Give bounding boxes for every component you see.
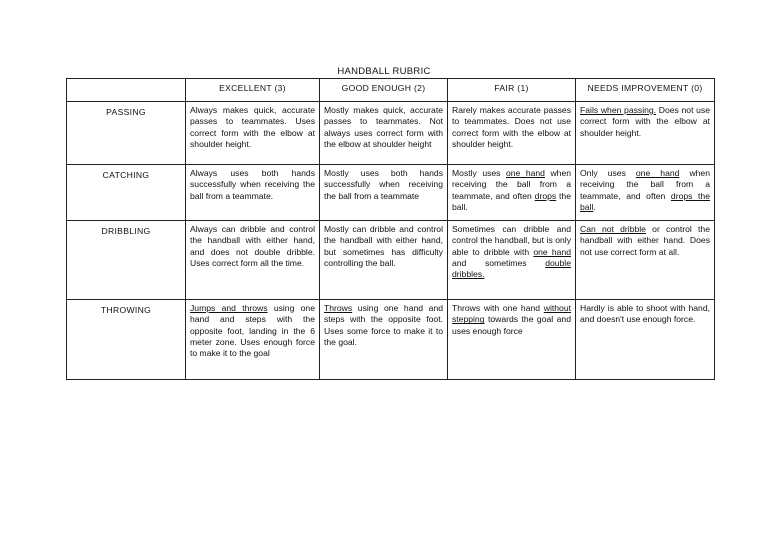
cell-needs-improvement	[576, 300, 715, 380]
cell-fair	[448, 300, 576, 380]
underlined-text: Throws	[324, 303, 353, 313]
cell-text: when receiving the ball from a teammate, and often	[580, 168, 710, 201]
cell-excellent	[186, 102, 320, 165]
cell-text: Mostly uses	[452, 168, 506, 178]
table-row	[67, 221, 715, 300]
rubric-title: HANDBALL RUBRIC	[337, 66, 431, 77]
underlined-text: Fails when passing.	[580, 105, 657, 115]
cell-fair	[448, 165, 576, 221]
cell-text: .	[593, 201, 596, 212]
cell-good-enough	[320, 102, 448, 165]
underlined-text: drops	[534, 190, 557, 201]
cell-good-enough	[320, 165, 448, 221]
cell-needs-improvement	[576, 102, 715, 165]
cell-fair	[448, 221, 576, 300]
cell-text: Mostly can dribble and control the handball with either hand, but sometimes has difficulty controlling the ball.	[324, 224, 443, 268]
cell-excellent	[186, 165, 320, 221]
cell-text: Always can dribble and control the handball with either hand, and does not double dribble. Uses correct form all the time.	[190, 224, 315, 268]
category-label: DRIBBLING	[67, 221, 186, 300]
rubric-table	[66, 78, 715, 380]
cell-needs-improvement	[576, 221, 715, 300]
cell-text: Rarely makes accurate passes to teammates. Does not use correct form with the elbow at shoulder height.	[452, 105, 571, 149]
cell-text: and sometimes	[452, 257, 546, 268]
cell-good-enough	[320, 221, 448, 300]
underlined-text: Can not dribble	[580, 224, 646, 234]
underlined-text: drops the ball	[580, 190, 710, 212]
cell-excellent	[186, 300, 320, 380]
cell-text: the ball.	[452, 190, 571, 212]
underlined-text: Jumps and throws	[190, 303, 268, 313]
category-label: CATCHING	[67, 165, 186, 221]
cell-text: Sometimes can dribble and control the handball, but is only able to dribble with	[452, 224, 571, 257]
cell-text: when receiving the ball from a teammate, and often	[452, 168, 571, 201]
table-row	[67, 102, 715, 165]
cell-text: using one hand and steps with the opposite foot. Uses some force to make it to the goal.	[324, 303, 443, 347]
cell-excellent	[186, 221, 320, 300]
header-cell-fair: FAIR (1)	[448, 79, 576, 102]
cell-good-enough	[320, 300, 448, 380]
underlined-text: without stepping	[452, 303, 571, 325]
cell-text: towards the goal and uses enough force	[452, 314, 571, 336]
cell-fair	[448, 102, 576, 165]
cell-text: Mostly makes quick, accurate passes to teammates. Not always uses correct form with the elbow at shoulder height	[324, 105, 443, 149]
category-label: PASSING	[67, 102, 186, 165]
cell-text: or control the handball with either hand. Does not use correct form at all.	[580, 224, 710, 257]
header-row	[67, 79, 715, 102]
cell-text: Always makes quick, accurate passes to teammates. Uses correct form with the elbow at shoulder height.	[190, 105, 315, 149]
cell-text: Mostly uses both hands successfully when receiving the ball from a teammate	[324, 168, 443, 201]
header-cell-blank	[67, 79, 186, 102]
cell-text: using one hand and steps with the opposite foot, landing in the 6 meter zone. Uses enough force to make it to the goal	[190, 303, 315, 359]
cell-text: Always uses both hands successfully when receiving the ball from a teammate.	[190, 168, 315, 201]
underlined-text: one hand	[635, 168, 680, 178]
underlined-text: one hand	[505, 168, 545, 178]
cell-needs-improvement	[576, 165, 715, 221]
header-cell-needs-improvement: NEEDS IMPROVEMENT (0)	[576, 79, 715, 102]
cell-text: Does not use correct form with the elbow at shoulder height.	[580, 105, 710, 138]
table-row	[67, 300, 715, 380]
header-cell-good-enough: GOOD ENOUGH (2)	[320, 79, 448, 102]
table-row	[67, 165, 715, 221]
underlined-text: one hand	[533, 246, 572, 257]
header-cell-excellent: EXCELLENT (3)	[186, 79, 320, 102]
category-label: THROWING	[67, 300, 186, 380]
cell-text: Only uses	[580, 168, 636, 178]
underlined-text: double dribbles.	[452, 257, 571, 280]
cell-text: Throws with one hand	[452, 303, 544, 313]
cell-text: Hardly is able to shoot with hand, and doesn't use enough force.	[580, 303, 710, 325]
